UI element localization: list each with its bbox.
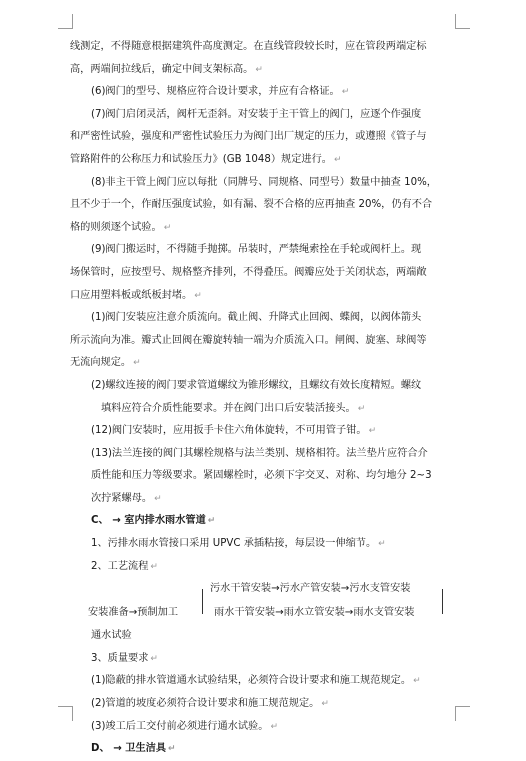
text-line-8: 且不少于一个，作耐压强度试验，如有漏、裂不合格的应再抽查 20%，仍有不合 [70, 199, 433, 211]
paragraph-line [70, 398, 466, 421]
section-heading-d [70, 738, 466, 761]
paragraph-line [70, 262, 466, 285]
paragraph-line [70, 81, 466, 104]
paragraph-mark-icon: ↵ [368, 426, 377, 437]
paragraph-line [70, 648, 466, 671]
text-line-16: (2)螺纹连接的阀门要求管道螺纹为锥形螺纹，且螺纹有效长度精短。螺纹 [91, 379, 422, 391]
text-line-20: 质性能和压力等级要求。紧固螺栓时，必须下字交叉、对称、均匀地分 2~3 [91, 470, 432, 482]
paragraph-mark-icon: ↵ [413, 676, 421, 687]
section-heading-c [70, 510, 466, 533]
text-line-23: 1、污排水雨水管接口采用 UPVC 承插粘接，每层设一伸缩节。 [91, 538, 377, 550]
flow-row-sewage [210, 578, 410, 601]
text-line-4: (7)阀门启闭灵活，阀杆无歪斜。对安装于主干管上的阀门，应逐个作强度 [91, 108, 422, 120]
text-line-18: (12)阀门安装时，应用扳手卡住六角体旋转，不可用管子钳。 [91, 425, 367, 437]
paragraph-line [70, 307, 466, 330]
text-line-12: 口应用塑料板或纸板封堵。 [70, 289, 193, 301]
crop-mark-top-right [455, 14, 470, 29]
text-line-10: (9)阀门搬运时，不得随手抛掷。吊装时，严禁绳索拴在手轮或阀杆上。现 [91, 244, 422, 256]
paragraph-line [70, 533, 466, 556]
text-line-19: (13)法兰连接的阀门其螺栓规格与法兰类别、规格相符。法兰垫片应符合介 [91, 447, 428, 459]
flow-row-rain [214, 602, 414, 625]
flow-row-prep [88, 602, 178, 625]
paragraph-line [70, 488, 466, 511]
paragraph-line [70, 217, 466, 240]
paragraph-line [70, 670, 466, 693]
paragraph-line [70, 104, 466, 127]
paragraph-line [70, 716, 466, 739]
text-line-14: 所示流向为准。瓣式止回阀在瓣旋转轴一端为介质流入口。闸阀、旋塞、球阀等 [70, 334, 427, 346]
text-line-25: 通水试验 [91, 630, 132, 642]
text-line-9: 格的则须逐个试验。 [70, 221, 162, 233]
flow-row-rain-text: 雨水干管安装→雨水立管安装→雨水支管安装 [214, 607, 415, 619]
document-body [70, 36, 466, 761]
heading-text: C、 → 室内排水雨水管道 [91, 515, 206, 527]
paragraph-mark-icon: ↵ [168, 744, 176, 755]
paragraph-line [70, 172, 466, 195]
text-line-3: (6)阀门的型号、规格应符合设计要求，并应有合格证。 [91, 86, 340, 98]
paragraph-mark-icon: ↵ [255, 64, 263, 75]
text-line-21: 次拧紧螺母。 [91, 492, 153, 504]
paragraph-line [70, 149, 466, 172]
paragraph-mark-icon: ↵ [270, 721, 278, 732]
heading-text: D、 → 卫生洁具 [91, 743, 167, 755]
paragraph-mark-icon: ↵ [194, 290, 202, 301]
paragraph-line [70, 465, 466, 488]
paragraph-mark-icon: ↵ [150, 653, 158, 664]
text-line-15: 无流向规定。 [70, 357, 132, 369]
paragraph-line [70, 420, 466, 443]
text-line-26: 3、质量要求 [91, 652, 149, 664]
paragraph-mark-icon: ↵ [133, 358, 141, 369]
text-line-5: 和严密性试验，强度和严密性试验压力为阀门出厂规定的压力，或遵照《管子与 [70, 131, 427, 143]
paragraph-line [70, 443, 466, 466]
paragraph-line [70, 59, 466, 82]
text-line-28: (2)管道的坡度必须符合设计要求和施工规范规定。 [91, 698, 320, 710]
text-line-6: 管路附件的公称压力和试验压力》(GB 1048）规定进行。 [70, 153, 332, 165]
paragraph-mark-icon: ↵ [154, 493, 162, 504]
paragraph-mark-icon: ↵ [341, 87, 350, 98]
paragraph-line [70, 352, 466, 375]
crop-mark-top-left [58, 14, 73, 29]
flow-bracket-right [442, 589, 443, 614]
text-line-29: (3)竣工后工交付前必须进行通水试验。 [91, 720, 269, 732]
paragraph-mark-icon: ↵ [163, 222, 172, 233]
paragraph-mark-icon: ↵ [150, 561, 158, 572]
paragraph-line [70, 126, 466, 149]
text-line-24: 2、工艺流程 [91, 560, 149, 572]
paragraph-line [70, 556, 466, 579]
paragraph-line [70, 330, 466, 353]
paragraph-mark-icon: ↵ [321, 699, 329, 710]
flow-row-sewage-text: 污水干管安装→污水产管安装→污水支管安装 [210, 583, 411, 595]
flow-bracket-left [202, 589, 203, 614]
paragraph-line [70, 375, 466, 398]
paragraph-line [70, 36, 466, 59]
text-line-7: (8)非主干管上阀门应以每批（同牌号、同规格、同型号）数量中抽查 10%， [91, 176, 437, 188]
paragraph-mark-icon: ↵ [357, 403, 366, 414]
paragraph-mark-icon: ↵ [378, 539, 386, 550]
paragraph-line [70, 625, 466, 648]
text-line-1: 线测定，不得随意根据建筑件高度测定。在直线管段较长时，应在管段两端定标 [70, 41, 427, 52]
flow-row-prep-text: 安装准备→预制加工 [88, 607, 179, 619]
paragraph-line [70, 693, 466, 716]
text-line-2: 高，两端间拉线后，确定中间支架标高。 [70, 63, 254, 75]
paragraph-line [70, 285, 466, 308]
paragraph-line [70, 194, 466, 217]
paragraph-mark-icon: ↵ [333, 154, 342, 165]
text-line-13: (1)阀门安装应注意介质流向。截止阀、升降式止回阀、蝶阀，以阀体箭头 [91, 312, 422, 324]
text-line-11: 场保管时，应按型号、规格整齐排列，不得叠压。阀瓣应处于关闭状态，两端敞 [70, 266, 427, 278]
paragraph-line [70, 239, 466, 262]
text-line-27: (1)隐蔽的排水管道通水试验结果，必须符合设计要求和施工规范规定。 [91, 675, 412, 687]
process-flow-diagram [70, 578, 466, 625]
paragraph-mark-icon: ↵ [207, 516, 216, 527]
text-line-17: 填料应符合介质性能要求。并在阀门出口后安装活接头。 [101, 402, 356, 414]
